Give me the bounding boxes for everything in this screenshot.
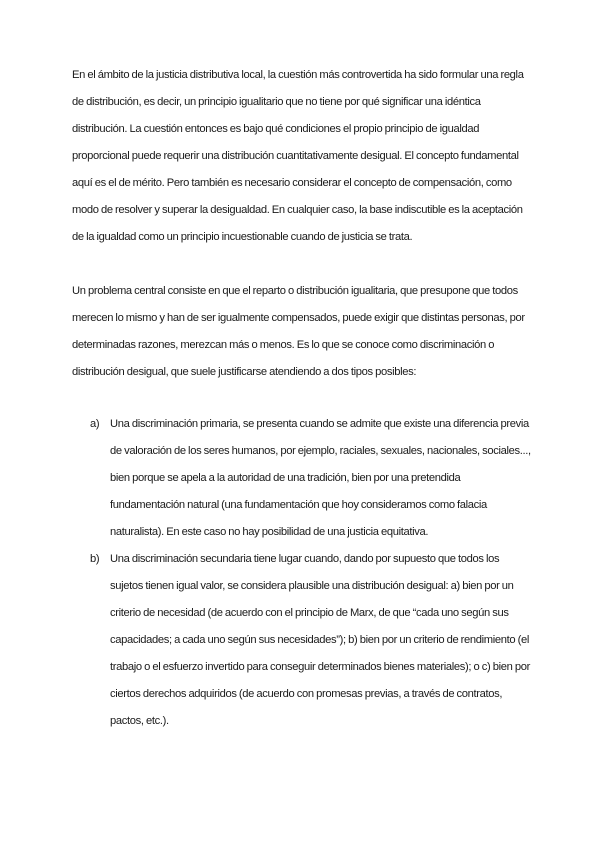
list-marker-b: b) [90, 553, 100, 565]
list-item-text: Una discriminación primaria, se presenta cuando se admite que existe una diferencia previa de valoración de los seres humanos, por ejemplo, raciales, sexuales, nacionales, sociales..., bien porque se apela a la autoridad de una tradición, bien por una pretendida fundamentación natural (una fundamentación que hoy consideramos como falacia naturalista). En este caso no hay posibilidad de una justicia equitativa. [110, 418, 531, 538]
paragraph-central-problem: Un problema central consiste en que el reparto o distribución igualitaria, que presupone que todos merecen lo mismo y han de ser igualmente compensados, puede exigir que distintas personas, por determinadas razones, merezcan más o menos. Es lo que se conoce como discriminación o distribución desigual, que suele justificarse atendiendo a dos tipos posibles: [72, 285, 525, 378]
list-item-text: Una discriminación secundaria tiene lugar cuando, dando por supuesto que todos los sujetos tienen igual valor, se considera plausible una distribución desigual: a) bien por un criterio de necesidad (de acuerdo con el principio de Marx, de que “cada uno según sus capacidades; a cada uno según sus necesidades”); b) bien por un criterio de rendimiento (el trabajo o el esfuerzo invertido para conseguir determinados bienes materiales); o c) bien por ciertos derechos adquiridos (de acuerdo con promesas previas, a través de contratos, pactos, etc.). [110, 553, 530, 727]
list-item-primary-discrimination [72, 411, 532, 546]
list-item-secondary-discrimination [72, 546, 532, 735]
list-marker-a: a) [90, 418, 100, 430]
discrimination-types-list [72, 411, 532, 735]
paragraph-distributive-justice: En el ámbito de la justicia distributiva local, la cuestión más controvertida ha sido formular una regla de distribución, es decir, un principio igualitario que no tiene por qué significar una idéntica distribución. La cuestión entonces es bajo qué condiciones el propio principio de igualdad proporcional puede requerir una distribución cuantitativamente desigual. El concepto fundamental aquí es el de mérito. Pero también es necesario considerar el concepto de compensación, como modo de resolver y superar la desigualdad. En cualquier caso, la base indiscutible es la aceptación de la igualdad como un principio incuestionable cuando de justicia se trata. [72, 69, 524, 243]
